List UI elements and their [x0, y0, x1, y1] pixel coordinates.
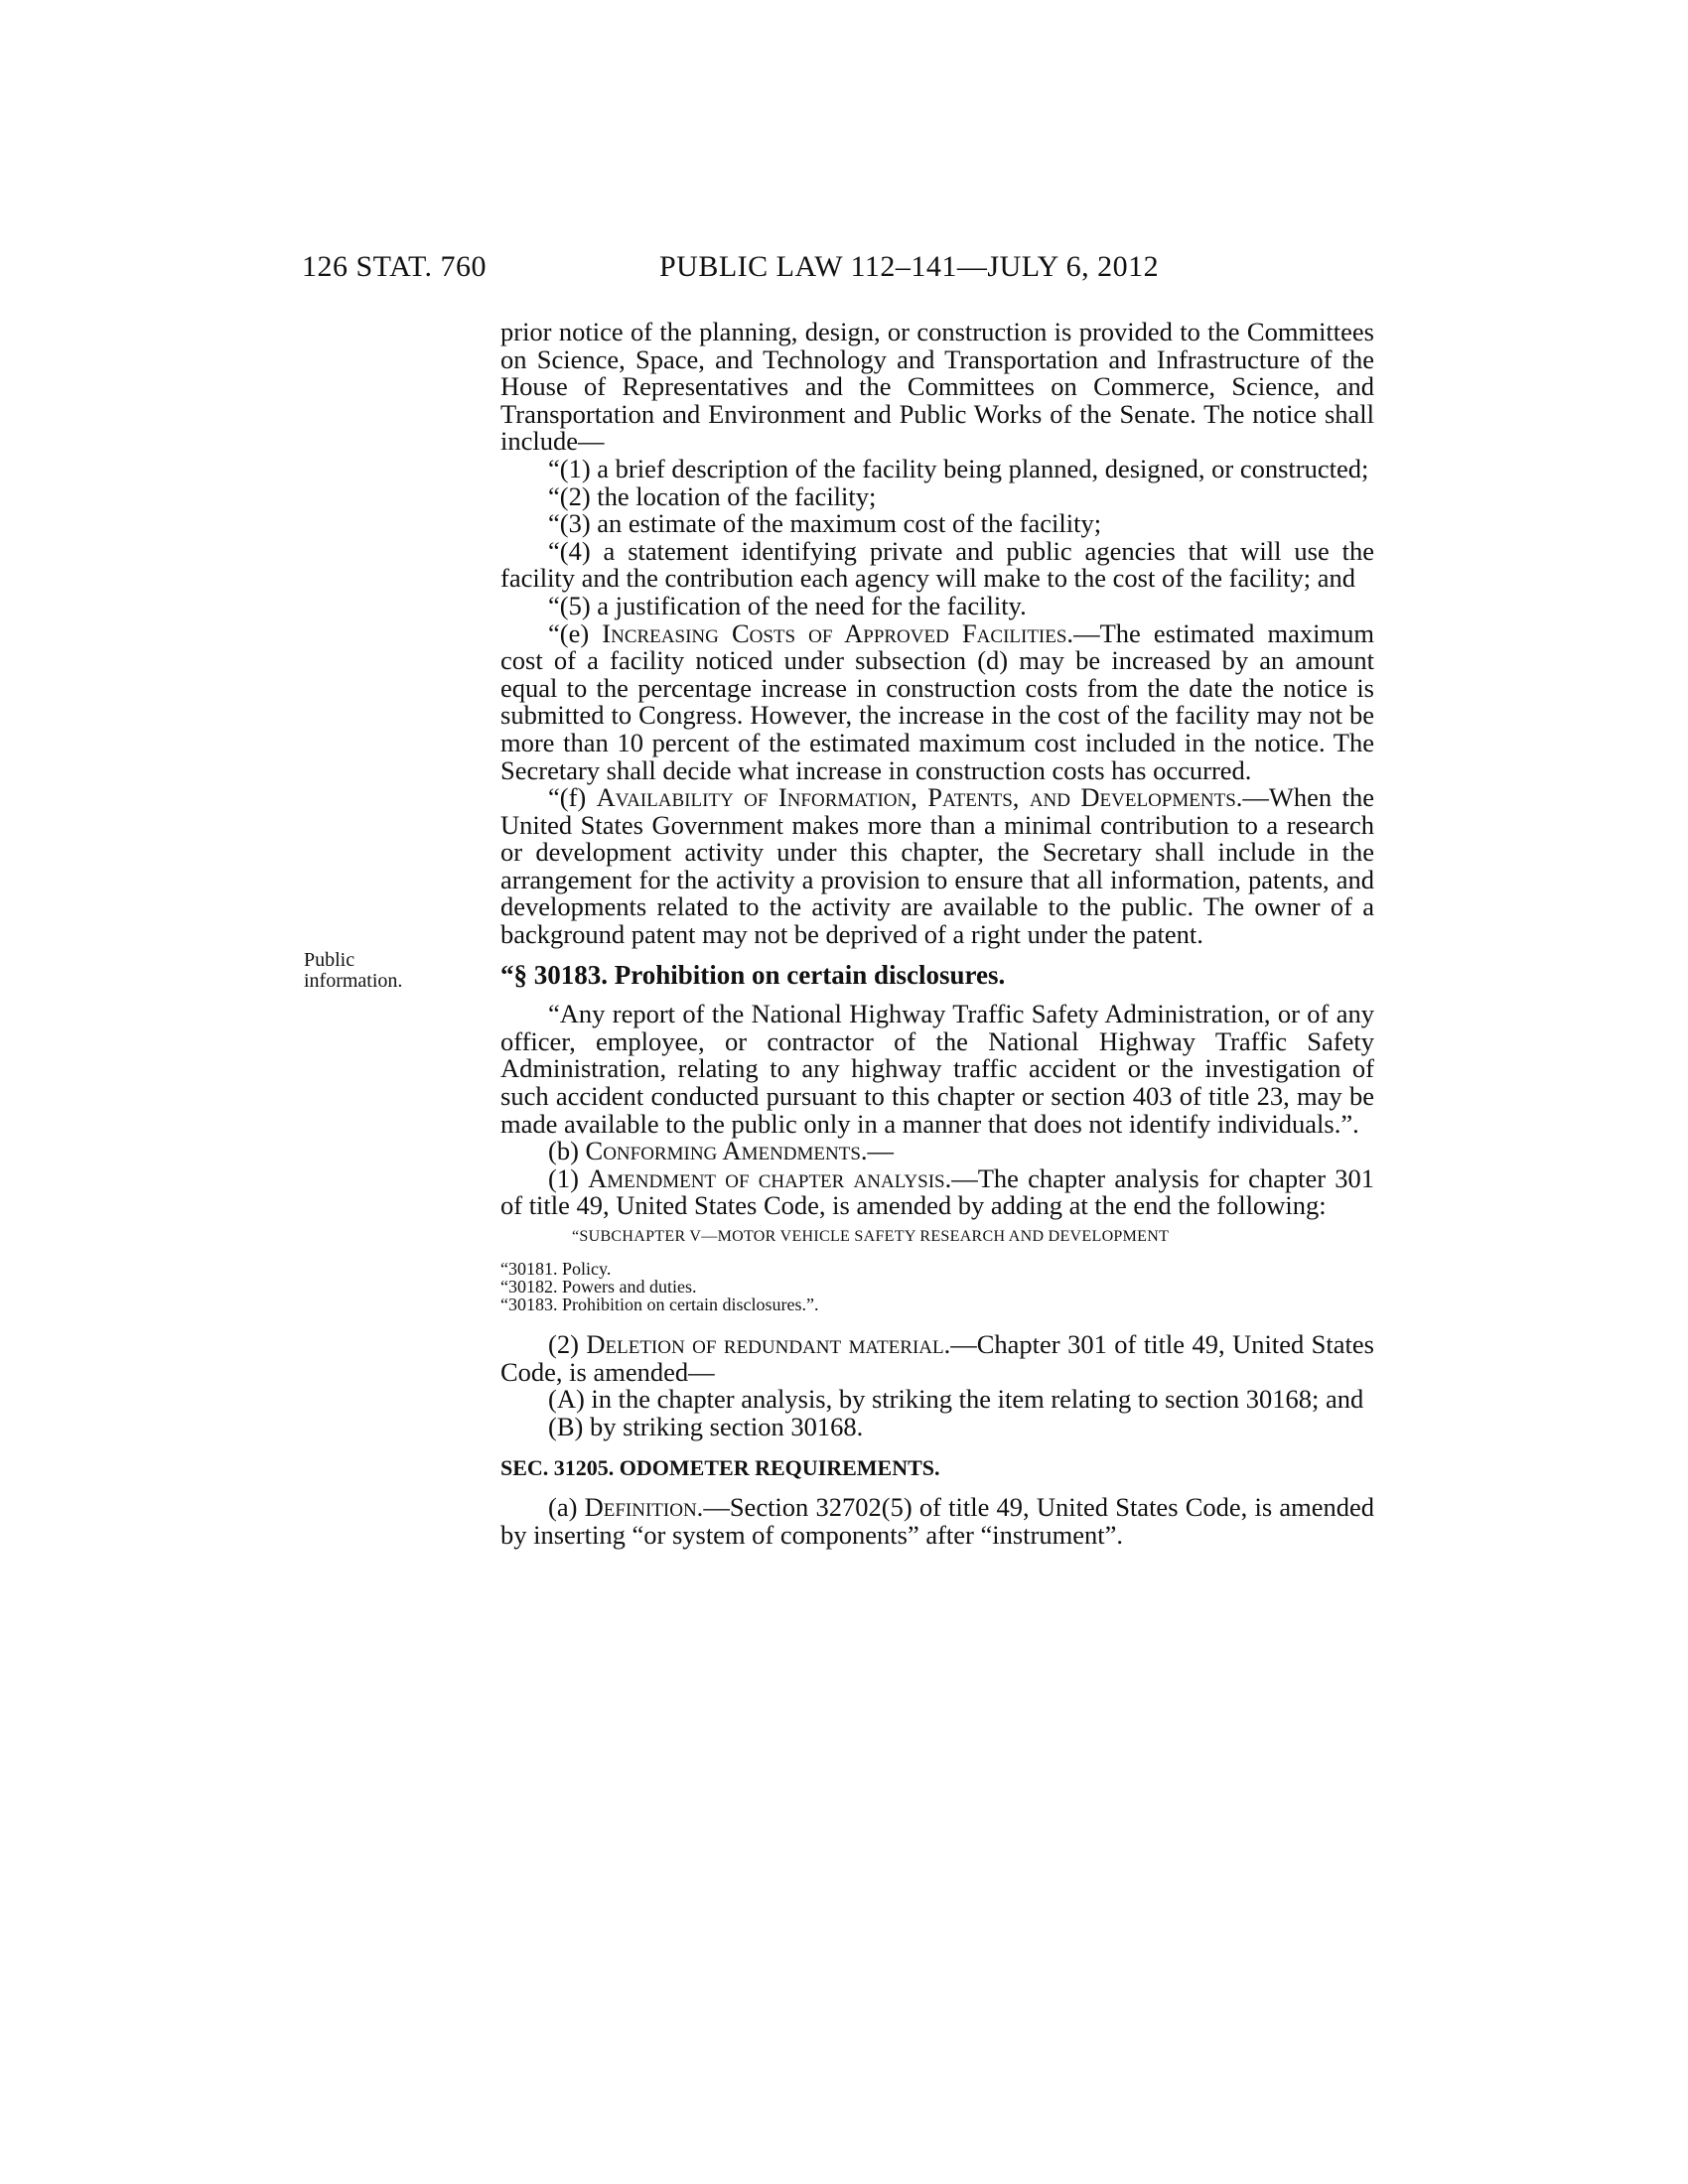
subsection-f	[500, 784, 1374, 949]
subsection-f-text: —When the United States Government makes more than a minimal contribution to a research or development activity under this chapter, the Secretary shall include in the arrangement for the activity a provision to ensure that all information, patents, and developments related to the activity are available to the public. The owner of a background patent may not be deprived of a right under the patent.	[500, 782, 1374, 950]
paragraph-b1	[500, 1162, 1375, 1221]
list-item-4: “(4) a statement identifying private and public agencies that will use the facility and the contribution each agency will make to the cost of the facility; and	[500, 535, 1374, 594]
paragraph-b2-prefix: (2)	[548, 1329, 587, 1359]
list-item-3: “(3) an estimate of the maximum cost of the facility;	[548, 508, 1102, 539]
subsection-f-heading: Availability of Information, Patents, and Developments.	[596, 782, 1243, 813]
subsection-e-heading: Increasing Costs of Approved Facilities.	[602, 617, 1074, 648]
subsection-b	[500, 1138, 1374, 1165]
margin-note	[304, 950, 402, 992]
subsection-b-prefix: (b)	[548, 1136, 586, 1166]
subparagraph-b2B: (B) by striking section 30168.	[548, 1411, 864, 1441]
subsection-a-prefix: (a)	[548, 1491, 585, 1522]
margin-note-line-2: information.	[304, 970, 403, 992]
subsection-a-heading: Definition.	[584, 1491, 704, 1522]
subsection-f-prefix: “(f)	[548, 782, 597, 813]
analysis-entry-30183: “30183. Prohibition on certain disclosures.”.	[500, 1295, 819, 1314]
subsection-a	[500, 1491, 1374, 1550]
list-item-2: “(2) the location of the facility;	[548, 480, 877, 511]
statute-page-reference: 126 STAT. 760	[302, 250, 488, 283]
subsection-b-suffix: —	[867, 1136, 895, 1166]
page-header	[0, 250, 1688, 290]
paragraph-b2-text: —Chapter 301 of title 49, United States Code, is amended—	[500, 1329, 1374, 1387]
body-text	[500, 319, 1374, 1549]
subparagraph-b2A: (A) in the chapter analysis, by striking the item relating to section 30168; and	[548, 1384, 1364, 1415]
section-30183-heading: “§ 30183. Prohibition on certain disclosures.	[500, 959, 1006, 990]
subsection-a-text: —Section 32702(5) of title 49, United States Code, is amended by inserting “or system of components” after “instrument”.	[500, 1491, 1374, 1550]
subsection-e-prefix: “(e)	[548, 617, 603, 648]
subsection-e-text: —The estimated maximum cost of a facility noticed under subsection (d) may be increased by an amount equal to the percentage increase in construction costs from the date the notice is submitted to Congress. However, the increase in the cost of the facility may not be more than 10 percent of the estimated maximum cost included in the notice. The Secretary shall decide what increase in construction costs has occurred.	[500, 617, 1374, 785]
chapter-analysis	[500, 1228, 1374, 1313]
subsection-b-heading: Conforming Amendments.	[585, 1136, 868, 1166]
paragraph-b2-heading: Deletion of redundant material.	[586, 1329, 951, 1359]
analysis-subchapter-title: “SUBCHAPTER V—MOTOR VEHICLE SAFETY RESEARCH AND DEVELOPMENT	[572, 1228, 1170, 1245]
public-law-title: PUBLIC LAW 112–141—JULY 6, 2012	[659, 250, 1160, 283]
subsection-e	[500, 617, 1374, 785]
margin-note-line-1: Public	[304, 949, 355, 971]
analysis-entry-30181: “30181. Policy.	[500, 1259, 612, 1279]
paragraph-b2	[500, 1331, 1374, 1386]
analysis-entry-30182: “30182. Powers and duties.	[500, 1277, 697, 1297]
section-31205-heading: SEC. 31205. ODOMETER REQUIREMENTS.	[500, 1455, 940, 1481]
paragraph-b1-prefix: (1)	[548, 1162, 589, 1193]
paragraph-b1-heading: Amendment of chapter analysis.	[588, 1162, 952, 1193]
list-item-5: “(5) a justification of the need for the facility.	[548, 590, 1027, 620]
paragraph-prior-notice: prior notice of the planning, design, or construction is provided to the Committees on Science, Space, and Technology and Transportation and Infrastructure of the House of Representatives and the Committees on Commerce, Science, and Transportation and Environment and Public Works of the Senate. The notice shall include—	[500, 317, 1374, 457]
list-item-1: “(1) a brief description of the facility being planned, designed, or constructed;	[548, 453, 1369, 483]
section-30183-text: “Any report of the National Highway Traffic Safety Administration, or of any officer, employee, or contractor of the National Highway Traffic Safety Administration, relating to any highway traffic accident or the investigation of such accident conducted pursuant to this chapter or section 403 of title 23, may be made available to the public only in a manner that does not identify individuals.”.	[500, 999, 1374, 1139]
paragraph-b1-text: —The chapter analysis for chapter 301 of title 49, United States Code, is amended by adding at the end the following:	[500, 1162, 1375, 1221]
